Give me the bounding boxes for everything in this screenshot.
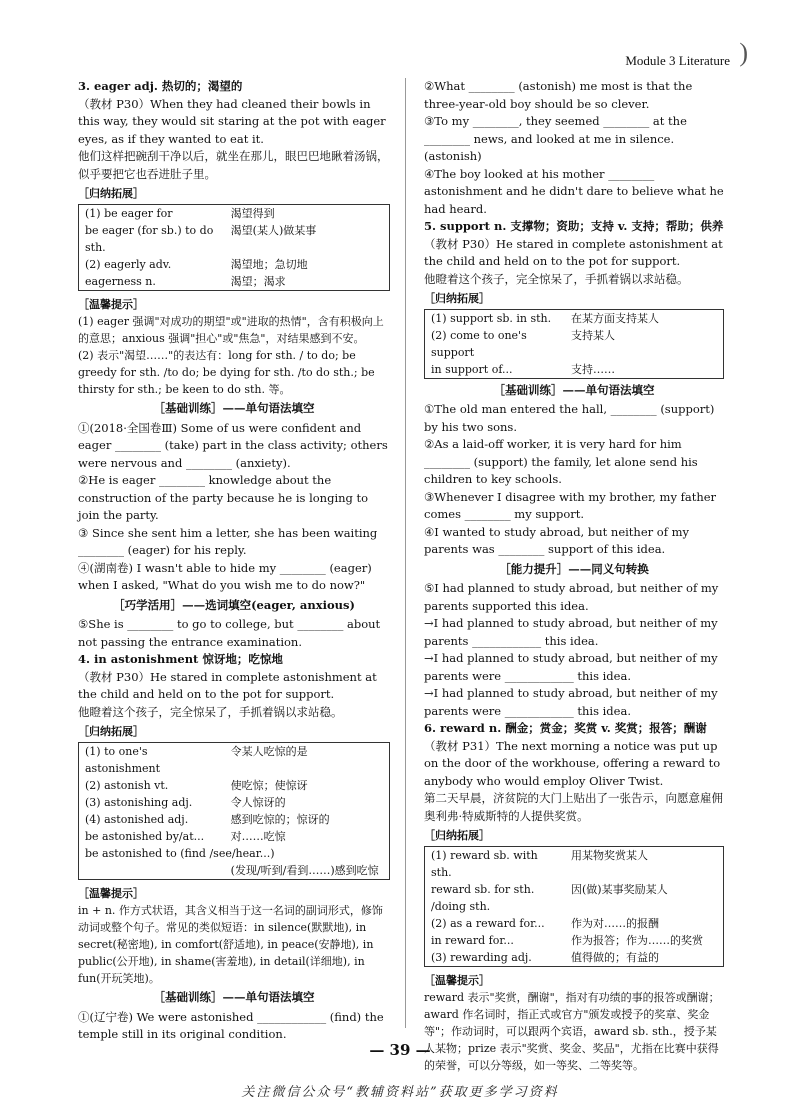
table-row (425, 361, 724, 379)
footer-note: 关注微信公众号“教辅资料站”获取更多学习资料 (241, 1085, 559, 1100)
phrase: (4) astonished adj. (85, 812, 189, 826)
tip-tag: ［温馨提示］ (78, 886, 144, 900)
tip-text: in + n. 作方式状语，其含义相当于这一名词的副词形式，修饰动词或整个句子。常见的类似短语：in silence(默默地), in secret(秘密地), in comfort(舒适地), in peace(安静地), in public(公开地), in shame(害羞地), in detail(详细地), in fun(开玩笑地)。 (78, 904, 383, 985)
left-column (78, 78, 390, 1044)
header-bracket-icon: ) (739, 38, 748, 67)
training-title: ［基础训练］——单句语法填空 (493, 382, 655, 397)
table-row (425, 949, 724, 967)
summary-table-support (424, 309, 724, 379)
example-cn: 他瞪着这个孩子，完全惊呆了，手抓着锅以求站稳。 (78, 704, 343, 719)
example-cn: 他们这样把碗刮干净以后，就坐在那儿，眼巴巴地瞅着汤锅，似乎要把它也吞进肚子里。 (78, 149, 389, 181)
table-row (79, 777, 390, 794)
exercise-item: ①(辽宁卷) We were astonished ____________ (find) the temple still in its original condition. (78, 1009, 384, 1041)
phrase: (2) come to one's support (431, 328, 527, 359)
tip-tag: ［温馨提示］ (78, 297, 144, 311)
phrase: (2) as a reward for... (431, 916, 545, 930)
phrase: (1) to one's astonishment (85, 744, 161, 775)
phrase: be eager (for sb.) to do sth. (85, 223, 214, 254)
table-row (79, 862, 390, 880)
meaning: 使吃惊；使惊讶 (230, 778, 308, 792)
meaning: 值得做的；有益的 (571, 950, 660, 964)
phrase: be astonished by/at... (85, 829, 205, 843)
table-row (425, 932, 724, 949)
apply-title: ［巧学活用］——选词填空(eager, anxious) (113, 597, 355, 612)
exercise-item: ①(2018·全国卷Ⅲ) Some of us were confident and eager ________ (take) part in the class activity; others were nervous and ________ (anxiety). (78, 420, 388, 470)
exercise-item: →I had planned to study abroad, but neither of my parents were ____________ this idea. (424, 686, 718, 718)
summary-table-reward (424, 846, 724, 967)
table-row (79, 845, 390, 862)
phrase: (1) support sb. in sth. (431, 311, 552, 325)
right-column (424, 78, 724, 1074)
exercise-item: ④I wanted to study abroad, but neither of my parents was ________ support of this idea. (424, 524, 690, 556)
meaning: 支持…… (571, 362, 616, 376)
exercise-item: ③To my ________, they seemed ________ at the ________ news, and looked at me in silence. (astonish) (424, 114, 687, 163)
meaning: 渴望得到 (230, 206, 275, 220)
meaning: 作为报答；作为……的奖赏 (571, 933, 704, 947)
exercise-item: ③ Since she sent him a letter, she has been waiting ________ (eager) for his reply. (78, 525, 378, 557)
summary-tag: ［归纳拓展］ (424, 292, 490, 305)
example-cn: 他瞪着这个孩子，完全惊呆了，手抓着锅以求站稳。 (424, 271, 689, 286)
phrase: reward sb. for sth. /doing sth. (431, 882, 535, 913)
entry-heading-eager: 3. eager adj. 热切的；渴望的 (78, 79, 243, 93)
exercise-item: ①The old man entered the hall, ________ (support) by his two sons. (424, 402, 715, 434)
tip-text: (2) 表示"渴望……"的表达有：long for sth. / to do; be greedy for sth. /to do; be dying for sth. /to do sth.; be thirsty for sth.; be keen to do sth. 等。 (78, 349, 375, 396)
exercise-item: ②What ________ (astonish) me most is that the three-year-old boy should be so clever. (424, 79, 693, 111)
ability-title: ［能力提升］——同义句转换 (499, 561, 649, 576)
table-row (79, 828, 390, 845)
table-row (425, 846, 724, 881)
table-row (79, 273, 390, 291)
phrase: (1) be eager for (85, 206, 173, 220)
meaning: 感到吃惊的；惊讶的 (230, 812, 330, 826)
exercise-item: ④The boy looked at his mother ________ astonishment and he didn't dare to believe what he had heard. (424, 166, 724, 216)
entry-heading-reward: 6. reward n. 酬金；赏金；奖赏 v. 奖赏；报答；酬谢 (424, 721, 707, 735)
meaning: 令某人吃惊的是 (230, 744, 308, 758)
phrase: (3) rewarding adj. (431, 950, 532, 964)
example-en: （教材 P31）The next morning a notice was put up on the door of the workhouse, offering a reward to anybody who would employ Oliver Twist. (424, 738, 721, 788)
example-en: （教材 P30）When they had cleaned their bowls in this way, they would sit staring at the pot with eager eyes, as if they wanted to eat it. (78, 96, 386, 146)
summary-table-astonishment (78, 742, 390, 880)
example-en: （教材 P30）He stared in complete astonishment at the child and held on to the pot for support. (424, 236, 723, 268)
phrase: (2) eagerly adv. (85, 257, 172, 271)
tip-text: reward 表示"奖赏，酬谢"，指对有功绩的事的报答或酬谢；award 作名词时，指正式或官方"颁发或授予的奖章、奖金等"；作动词时，可以跟两个宾语，award sb. sth.，授予某人某物；prize 表示"奖赏、奖金、奖品"，尤指在比赛中获得的荣誉，可以分等级，如一等奖、二等奖等。 (424, 991, 720, 1072)
running-header (625, 38, 748, 70)
meaning: (发现/听到/看到……)感到吃惊 (230, 863, 379, 877)
meaning: 对……吃惊 (230, 829, 286, 843)
entry-heading-support: 5. support n. 支撑物；资助；支持 v. 支持；帮助；供养 (424, 219, 724, 233)
table-row (79, 794, 390, 811)
entry-heading-astonishment: 4. in astonishment 惊讶地；吃惊地 (78, 652, 283, 666)
phrase: (2) astonish vt. (85, 778, 169, 792)
phrase: eagerness n. (85, 274, 156, 288)
meaning: 因(做)某事奖励某人 (571, 882, 668, 896)
example-en: （教材 P30）He stared in complete astonishment at the child and held on to the pot for support. (78, 669, 377, 701)
exercise-item: ②As a laid-off worker, it is very hard for him ________ (support) the family, let alone send his children to key schools. (424, 437, 698, 486)
meaning: 令人惊讶的 (230, 795, 286, 809)
table-row (79, 811, 390, 828)
meaning: 渴望(某人)做某事 (230, 223, 317, 237)
table-row (79, 222, 390, 256)
module-title: Module 3 Literature (625, 53, 730, 68)
exercise-item: ②He is eager ________ knowledge about the construction of the party because he is longing to join the party. (78, 473, 369, 522)
meaning: 支持某人 (571, 328, 616, 342)
phrase: (1) reward sb. with sth. (431, 848, 538, 879)
summary-table-eager (78, 204, 390, 291)
meaning: 渴望；渴求 (230, 274, 286, 288)
training-title: ［基础训练］——单句语法填空 (153, 990, 315, 1004)
phrase: in support of... (431, 362, 513, 376)
phrase: in reward for... (431, 933, 514, 947)
example-cn: 第二天早晨，济贫院的大门上贴出了一张告示，向愿意雇佣奥利弗·特威斯特的人提供奖赏。 (424, 791, 723, 823)
table-row (79, 256, 390, 273)
exercise-item: ⑤I had planned to study abroad, but neither of my parents supported this idea. (424, 581, 719, 613)
exercise-item: ④(湖南卷) I wasn't able to hide my ________ (eager) when I asked, "What do you wish me to do now?" (78, 560, 372, 592)
exercise-item: ⑤She is ________ to go to college, but ________ about not passing the entrance examination. (78, 617, 381, 649)
summary-tag: ［归纳拓展］ (78, 725, 144, 738)
phrase: be astonished to (find /see/hear...) (85, 846, 275, 860)
meaning: 用某物奖赏某人 (571, 848, 649, 862)
tip-text: (1) eager 强调"对成功的期望"或"进取的热情"，含有积极向上的意思；anxious 强调"担心"或"焦急"，对结果感到不安。 (78, 315, 384, 345)
summary-tag: ［归纳拓展］ (424, 829, 490, 842)
meaning: 在某方面支持某人 (571, 311, 660, 325)
summary-tag: ［归纳拓展］ (78, 187, 144, 200)
column-divider (405, 78, 406, 1028)
training-title: ［基础训练］——单句语法填空 (153, 401, 315, 415)
page-number: — 39 — (369, 1041, 431, 1059)
table-row (79, 742, 390, 777)
exercise-item: →I had planned to study abroad, but neither of my parents ____________ this idea. (424, 616, 718, 648)
exercise-item: →I had planned to study abroad, but neither of my parents were ____________ this idea. (424, 651, 718, 683)
meaning: 渴望地；急切地 (230, 257, 308, 271)
phrase: (3) astonishing adj. (85, 795, 193, 809)
table-row (425, 881, 724, 915)
meaning: 作为对……的报酬 (571, 916, 660, 930)
tip-tag: ［温馨提示］ (424, 973, 490, 987)
exercise-item: ③Whenever I disagree with my brother, my father comes ________ my support. (424, 489, 717, 521)
table-row (425, 327, 724, 361)
table-row (425, 309, 724, 327)
table-row (79, 204, 390, 222)
phrase (79, 862, 225, 880)
table-row (425, 915, 724, 932)
